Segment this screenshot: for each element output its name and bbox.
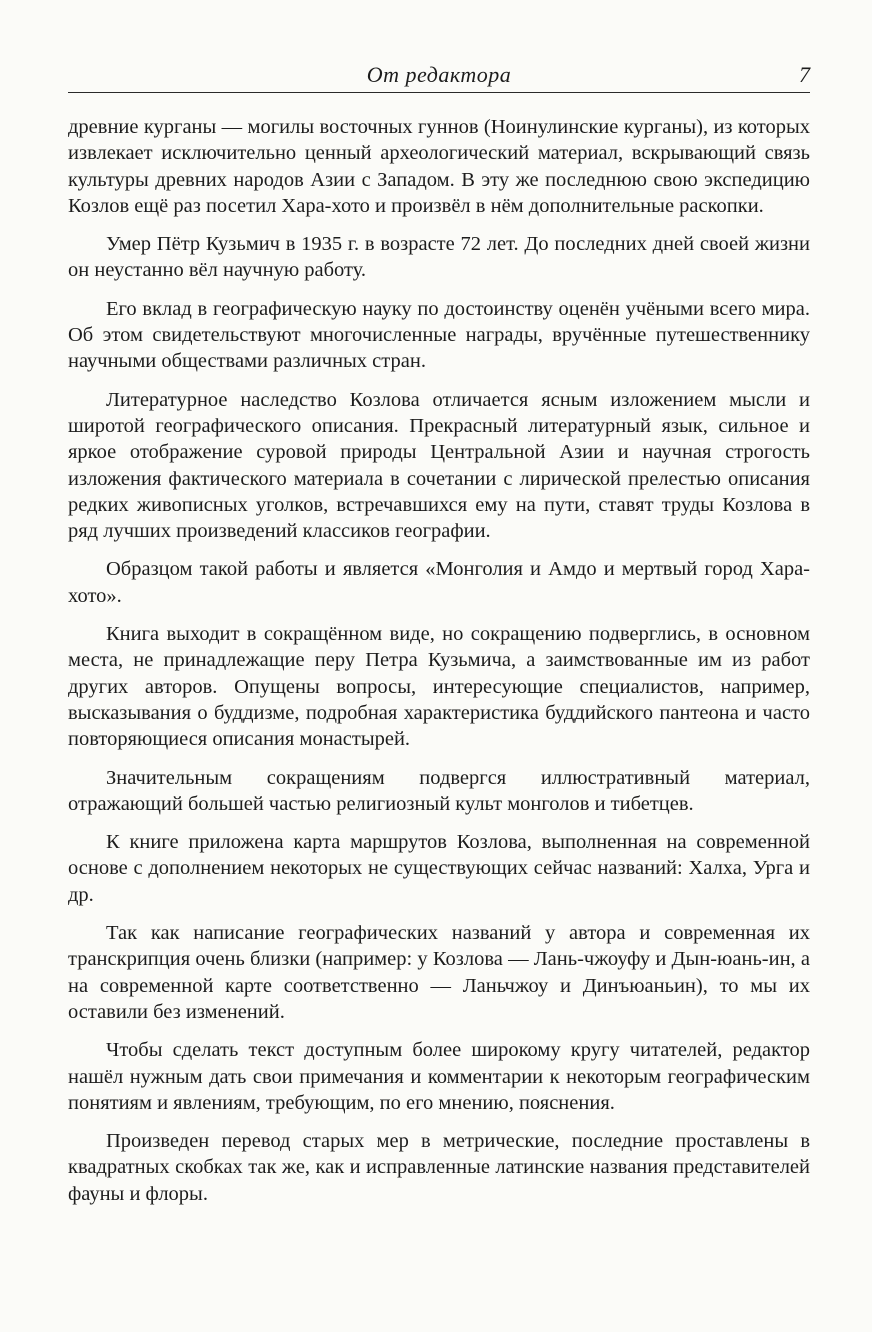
paragraph: Чтобы сделать текст доступным более широкому кругу читателей, редактор нашёл нужным дать свои примечания и комментарии к некоторым географическим понятиям и явлениям, требующим, по его мнению, пояснения. (68, 1039, 810, 1114)
paragraph-continuation: древние курганы — могилы восточных гуннов (Ноинулинские курганы), из которых извлекает исключительно ценный археологический материал, вскрывающий связь культуры древних народов Азии с Западом. В эту же последнюю свою экспедицию Козлов ещё раз посетил Хара-хото и произвёл в нём дополнительные раскопки. (68, 116, 810, 217)
paragraph: Произведен перевод старых мер в метрические, последние проставлены в квадратных скобках так же, как и исправленные латинские названия представителей фауны и флоры. (68, 1130, 810, 1205)
paragraph: Литературное наследство Козлова отличается ясным изложением мысли и широтой географического описания. Прекрасный литературный язык, сильное и яркое отображение суровой природы Центральной Азии и научная строгость изложения фактического материала в сочетании с лирической прелестью описания редких живописных уголков, встречавшихся ему на пути, ставят труды Козлова в ряд лучших произведений классиков географии. (68, 388, 810, 543)
paragraph: Так как написание географических названий у автора и современная их транскрипция очень близки (например: у Козлова — Лань-чжоуфу и Дын-юань-ин, а на современной карте соответственно — Ланьчжоу и Динъюаньин), то мы их оставили без изменений. (68, 922, 810, 1023)
paragraph: Его вклад в географическую науку по достоинству оценён учёными всего мира. Об этом свидетельствуют многочисленные награды, вручённые путешественнику научными обществами различных стран. (68, 297, 810, 373)
paragraph: Значительным сокращениям подвергся иллюстративный материал, отражающий большей частью религиозный культ монголов и тибетцев. (68, 766, 810, 815)
page-number: 7 (799, 62, 810, 87)
running-header (68, 62, 810, 93)
running-title: От редактора (366, 62, 512, 87)
paragraph: К книге приложена карта маршрутов Козлова, выполненная на современной основе с дополнением некоторых не существующих сейчас названий: Халха, Урга и др. (68, 831, 810, 906)
body-text (68, 114, 810, 1219)
paragraph: Книга выходит в сокращённом виде, но сокращению подверглись, в основном места, не принадлежащие перу Петра Кузьмича, а заимствованные им из работ других авторов. Опущены вопросы, интересующие специалистов, например, высказывания о буддизме, подробная характеристика буддийского пантеона и часто повторяющиеся описания монастырей. (68, 623, 810, 751)
paragraph: Образцом такой работы и является «Монголия и Амдо и мертвый город Хара-хото». (68, 558, 810, 607)
paragraph: Умер Пётр Кузьмич в 1935 г. в возрасте 72 лет. До последних дней своей жизни он неустанно вёл научную работу. (68, 233, 810, 282)
